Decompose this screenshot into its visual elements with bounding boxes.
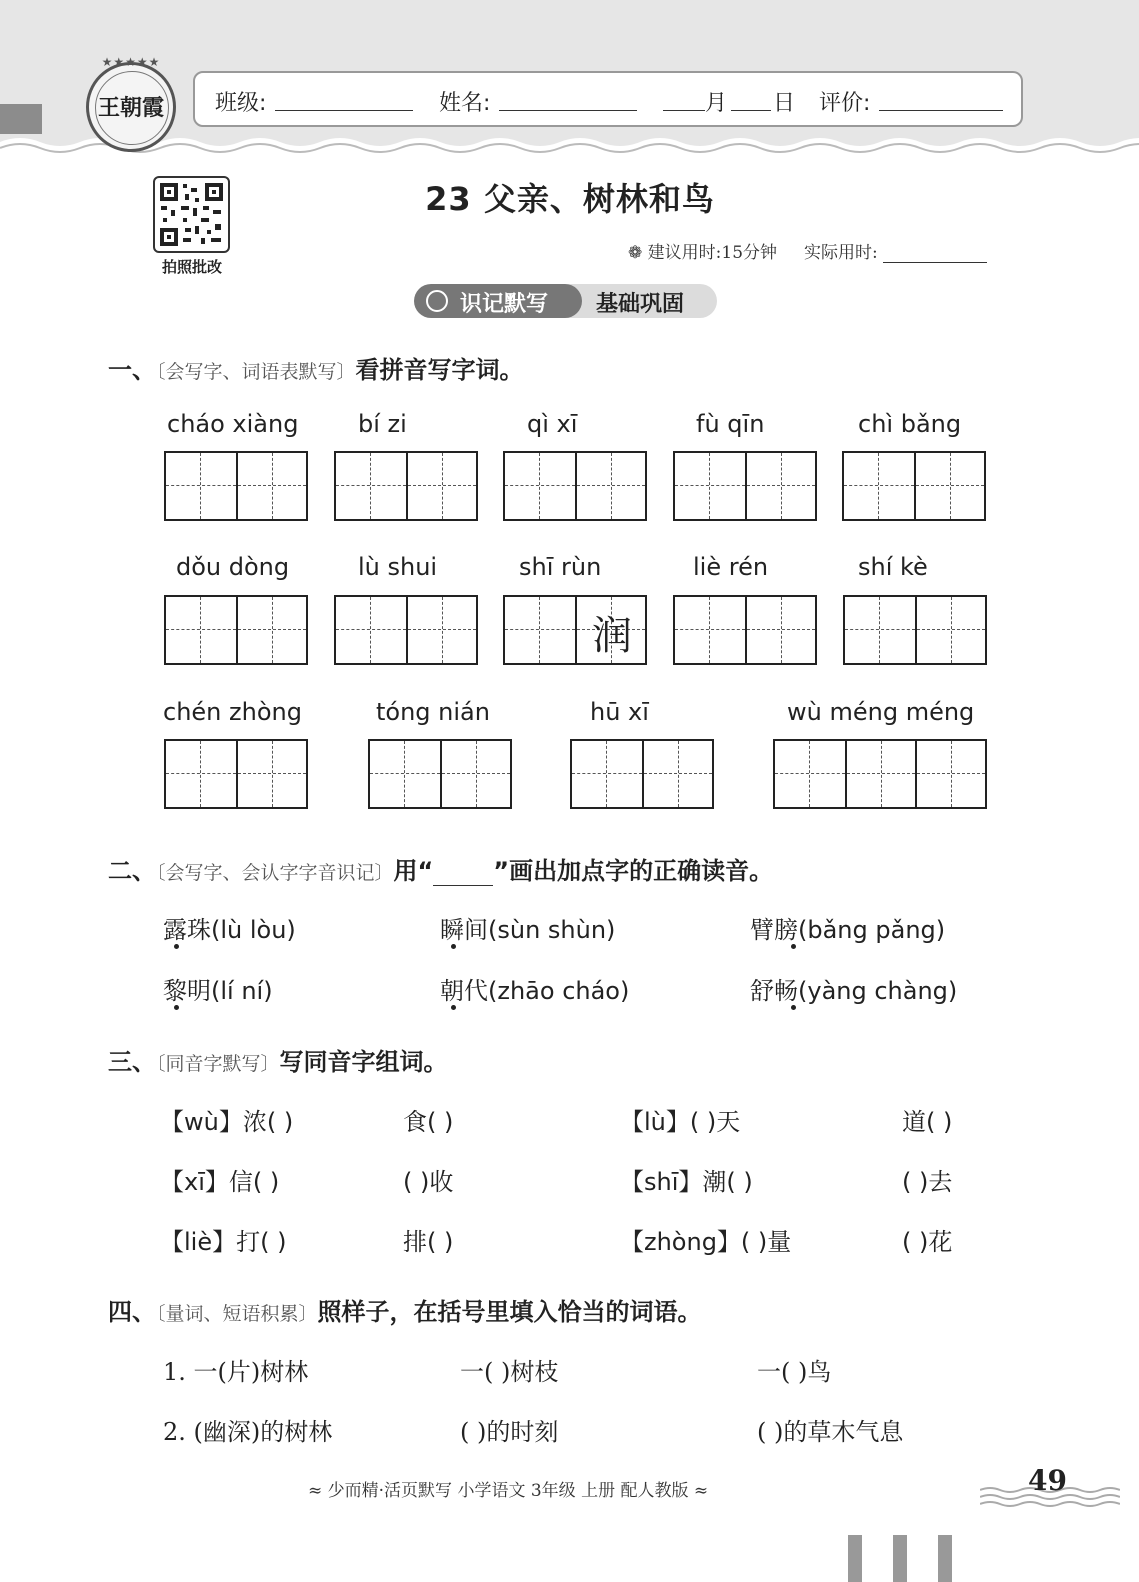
print-mark [848,1535,862,1582]
writing-grid[interactable] [164,595,308,665]
homophone-item[interactable]: 道( ) [902,1108,953,1136]
grid-cell[interactable] [844,453,914,519]
homophone-item[interactable]: 【zhòng】( )量 [620,1228,792,1256]
section-2-heading [108,851,773,886]
pinyin-label: shī rùn [519,553,602,581]
grid-cell[interactable] [745,453,815,519]
suggested-time: 建议用时:15分钟 [647,243,778,263]
page-number: 49 [1028,1464,1067,1497]
grid-cell[interactable] [236,453,306,519]
page-title: 23 父亲、树林和鸟 [425,180,715,218]
eval-label: 评价: [819,91,871,116]
qr-label: 拍照批改 [161,258,222,276]
grid-cell[interactable] [572,741,642,807]
homophone-item[interactable]: 【xī】信( ) [160,1168,280,1196]
actual-time-field[interactable] [883,244,987,263]
class-field[interactable] [275,88,413,111]
section-1-heading [108,350,524,385]
section-4-heading [108,1292,702,1327]
homophone-item[interactable]: 【wù】浓( ) [160,1108,294,1136]
writing-grid[interactable] [334,595,478,665]
writing-grid[interactable] [164,451,308,521]
time-info [628,238,987,263]
pinyin-label: fù qīn [696,410,765,438]
grid-cell[interactable] [642,741,712,807]
pinyin-label: wù méng méng [787,698,975,726]
grid-cell[interactable] [406,597,476,663]
homophone-item[interactable]: ( )收 [403,1168,454,1196]
grid-cell[interactable] [505,453,575,519]
phrase-item[interactable]: ( )的草木气息 [757,1418,904,1446]
writing-grid[interactable] [334,451,478,521]
grid-cell[interactable] [166,741,236,807]
qr-code-icon [155,178,228,251]
section-number: 二、 [108,857,156,885]
grid-cell[interactable] [236,597,306,663]
pinyin-label: liè rén [693,553,769,581]
writing-grid[interactable] [368,739,512,809]
pinyin-label: chì bǎng [858,410,962,438]
page-tab-marker [0,104,42,134]
section-tag: 〔同音字默写〕 [156,1053,280,1075]
grid-cell[interactable] [915,741,985,807]
grid-cell[interactable] [440,741,510,807]
class-label: 班级: [215,91,267,116]
grid-cell[interactable] [370,741,440,807]
grid-cell[interactable] [675,597,745,663]
writing-grid[interactable] [842,451,986,521]
month-field[interactable] [663,88,705,111]
phrase-item: 2. (幽深)的树林 [163,1418,333,1446]
section-tag: 〔会写字、会认字字音识记〕 [156,862,394,884]
section-instruction: 用“ [393,857,434,885]
section-3-heading [108,1042,448,1077]
writing-grid[interactable] [164,739,308,809]
section-instruction: ”画出加点字的正确读音。 [493,857,774,885]
homophone-item[interactable]: ( )去 [902,1168,953,1196]
emphasis-dot [791,944,796,949]
medal-icon [426,290,448,312]
emphasis-dot [174,1005,179,1010]
header-wave [0,132,1139,162]
writing-grid[interactable] [843,595,987,665]
section-number: 三、 [108,1048,156,1076]
grid-cell[interactable] [914,453,984,519]
writing-grid[interactable] [773,739,987,809]
writing-grid[interactable] [673,595,817,665]
grid-cell[interactable] [675,453,745,519]
banner-left-text: 识记默写 [460,292,549,317]
grid-cell-filled[interactable] [575,597,645,663]
pinyin-label: tóng nián [376,698,490,726]
grid-cell[interactable] [845,597,915,663]
pinyin-label: dǒu dòng [176,553,290,581]
grid-cell[interactable] [166,453,236,519]
homophone-item[interactable]: 排( ) [403,1228,454,1256]
student-info-box [193,71,1023,127]
grid-cell[interactable] [845,741,915,807]
pinyin-label: qì xī [527,410,578,438]
phrase-item[interactable]: 一( )鸟 [757,1358,832,1386]
brand-logo [86,55,176,152]
emphasis-dot [451,944,456,949]
pinyin-label: bí zi [358,410,407,438]
flower-icon: ❁ [628,243,643,263]
grid-cell[interactable] [915,597,985,663]
emphasis-dot [451,1005,456,1010]
homophone-item[interactable]: 【liè】打( ) [160,1228,287,1256]
day-field[interactable] [731,88,771,111]
logo-text: 王朝霞 [97,95,164,121]
grid-cell[interactable] [166,597,236,663]
writing-grid[interactable] [503,451,647,521]
section-instruction: 看拼音写字词。 [355,356,524,384]
section-number: 一、 [108,356,156,384]
phrase-item: 1. 一(片)树林 [163,1358,309,1386]
name-field[interactable] [499,88,637,111]
pinyin-label: chén zhòng [163,698,302,726]
section-tag: 〔会写字、词语表默写〕 [156,361,356,383]
star-icons: ★★★★★ [101,55,161,69]
grid-cell[interactable] [575,453,645,519]
underline-sample [433,865,493,886]
section-tag: 〔量词、短语积累〕 [156,1303,318,1325]
pinyin-label: lù shui [358,553,438,581]
reading-item[interactable]: 瞬间(sùn shùn) [440,916,616,944]
pinyin-label: shí kè [858,553,928,581]
reading-item[interactable]: 朝代(zhāo cháo) [440,977,630,1005]
pinyin-label: hū xī [590,698,649,726]
print-mark [893,1535,907,1582]
name-label: 姓名: [439,91,491,116]
grid-cell[interactable] [745,597,815,663]
homophone-item[interactable]: 【lù】( )天 [620,1108,741,1136]
example-character: 润 [592,613,632,659]
pinyin-label: cháo xiàng [167,410,299,438]
phrase-item[interactable]: 一( )树枝 [460,1358,559,1386]
homophone-item[interactable]: ( )花 [902,1228,953,1256]
print-mark [938,1535,952,1582]
emphasis-dot [791,1005,796,1010]
grid-cell[interactable] [336,597,406,663]
reading-item[interactable]: 舒畅(yàng chàng) [750,977,958,1005]
grid-cell[interactable] [236,741,306,807]
section-banner [414,284,717,318]
grid-cell[interactable] [406,453,476,519]
writing-grid[interactable] [673,451,817,521]
month-label: 月 [705,91,728,116]
section-number: 四、 [108,1298,156,1326]
day-label: 日 [773,91,796,116]
grid-cell[interactable] [336,453,406,519]
reading-item[interactable]: 黎明(lí ní) [163,977,273,1005]
writing-grid[interactable] [503,595,647,665]
homophone-item[interactable]: 【shī】潮( ) [620,1168,753,1196]
homophone-item[interactable]: 食( ) [403,1108,454,1136]
footer-text: ≈ 少而精·活页默写 小学语文 3年级 上册 配人教版 ≈ [308,1481,709,1501]
qr-code[interactable] [153,176,230,253]
reading-item[interactable]: 露珠(lù lòu) [163,916,296,944]
eval-field[interactable] [879,88,1003,111]
grid-cell[interactable] [505,597,575,663]
section-instruction: 写同音字组词。 [279,1048,448,1076]
emphasis-dot [174,944,179,949]
phrase-item[interactable]: ( )的时刻 [460,1418,559,1446]
section-instruction: 照样子，在括号里填入恰当的词语。 [317,1298,702,1326]
reading-item[interactable]: 臂膀(bǎng pǎng) [750,916,946,944]
writing-grid[interactable] [570,739,714,809]
actual-time-label: 实际用时: [804,243,878,263]
banner-right-text: 基础巩固 [596,292,685,317]
grid-cell[interactable] [775,741,845,807]
